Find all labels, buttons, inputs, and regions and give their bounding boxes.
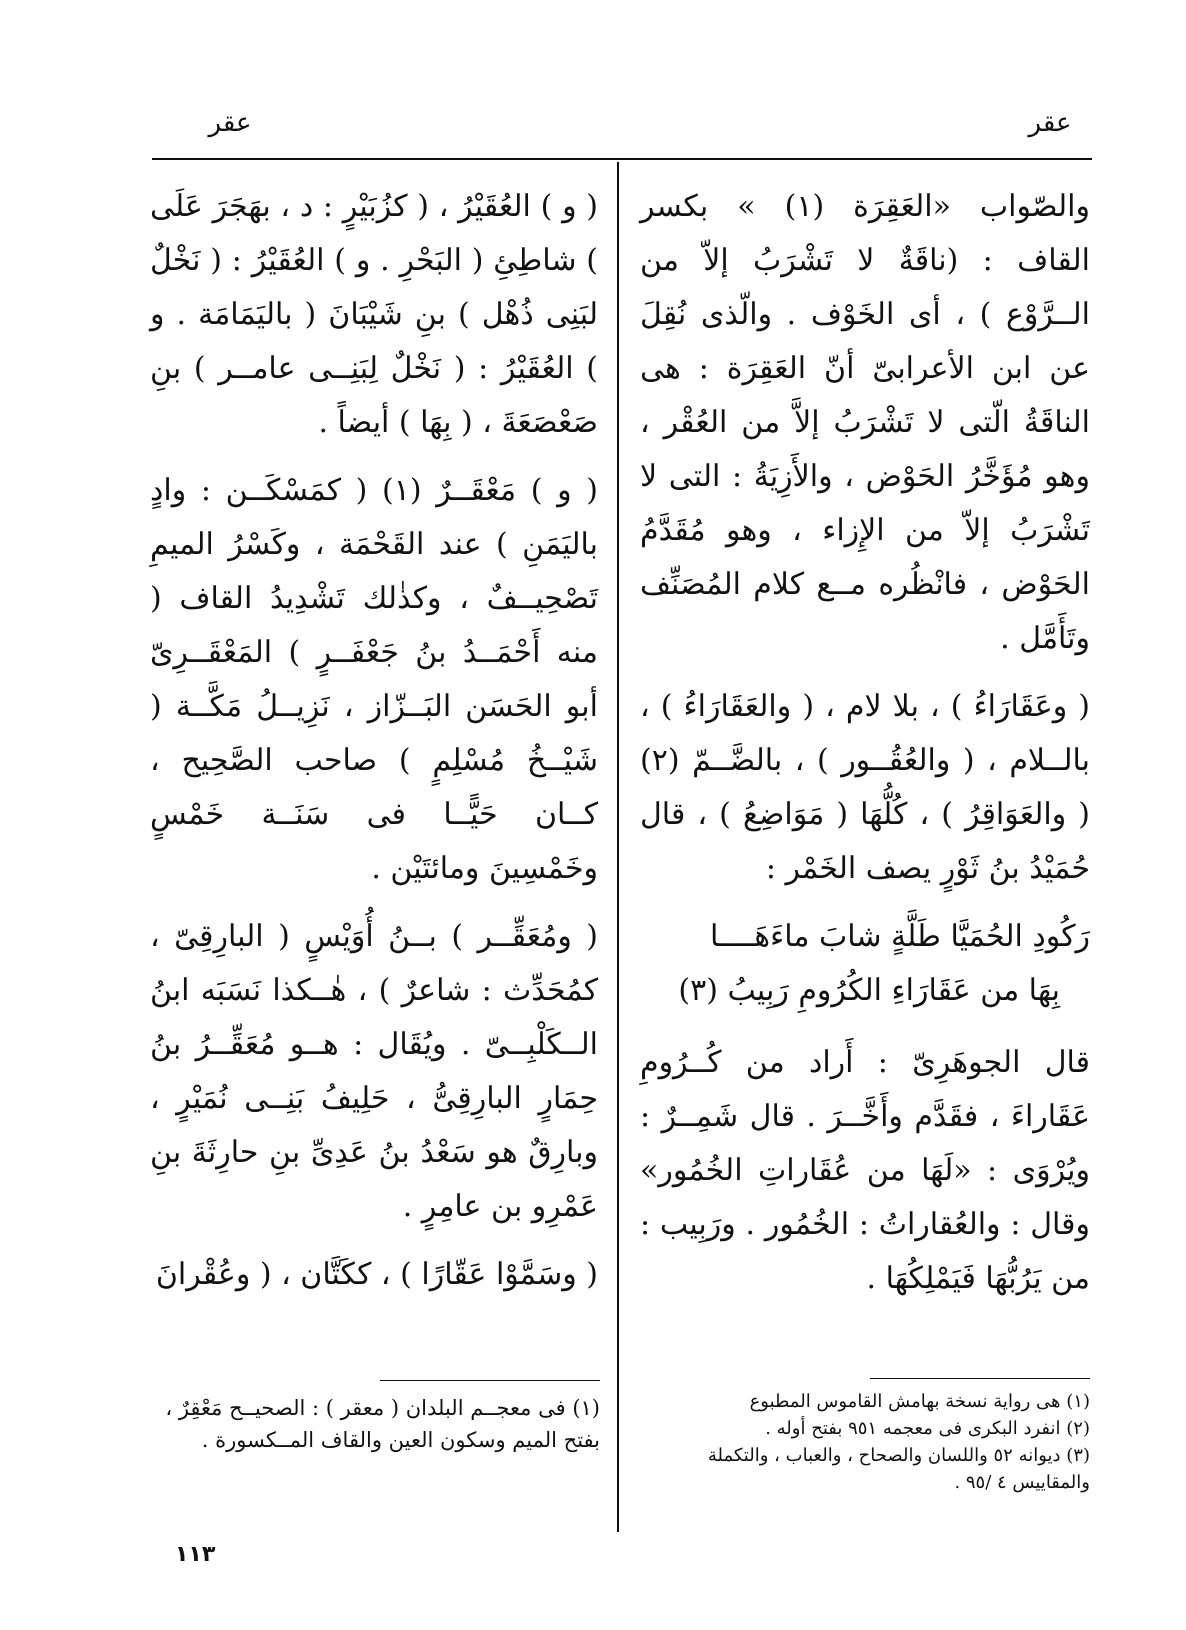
running-header-right: عقر bbox=[1028, 108, 1072, 138]
verse-hemistich-2: بِهَا من عَقَارَاءِ الكُرُومِ رَبِيبُ (٣) bbox=[678, 973, 1060, 1008]
footnote: (١) فى معجــم البلدان ( معقر ) : الصحيــح مَعْقِرٌ ، بفتح الميم وسكون العين والقاف المــكسورة . bbox=[165, 1396, 600, 1452]
right-column bbox=[640, 180, 1090, 1320]
paragraph: ( ومُعَقِّــر ) بــنُ أُوَيْسٍ ( البارِقِىّ ، كمُحَدِّث : شاعرٌ ) ، هٰــكذا نَسَبَه ابنُ الــكَلْبِــىّ . ويُقَال : هــو مُعَقِّــرُ بنُ حِمَارٍ البارِقِىُّ ، حَلِيفُ بَنِــى نُمَيْرٍ ، وبارِقٌ هو سَعْدُ بنُ عَدِىِّ بنِ حارِثَةَ بنِ عَمْرِو بن عامِرٍ . bbox=[150, 919, 598, 1224]
paragraph: قال الجوهَرِىّ : أَراد من كُــرُومِ عَقَاراءَ ، فقَدَّم وأَخَّــرَ . قال شَمِــرٌ : ويُرْوَى : «لَهَا من عُقَاراتِ الخُمُور» وقال : والعُقاراتُ : الخُمُور . ورَبِيب : من يَرُبُّهَا فَيَمْلِكُهَا . bbox=[640, 1045, 1090, 1296]
footnote: (٣) ديوانه ٥٢ واللسان والصحاح ، والعباب ، والتكملة والمقاييس ٤ /٩٥ . bbox=[707, 1445, 1090, 1493]
paragraph: ( وسَمَّوْا عَقّارًا ) ، ككَتَّان ، ( وعُقْرانَ bbox=[155, 1257, 598, 1292]
footnote-rule-right bbox=[870, 1378, 1090, 1379]
poetry-verse bbox=[640, 910, 1090, 1018]
running-header-left: عقر bbox=[208, 108, 252, 138]
paragraph: ( و ) مَعْقَــرٌ (١) ( كمَسْكَــن : وادٍ باليَمَنِ ) عند القَحْمَة ، وكَسْرُ الميمِ تَصْحِيــفٌ ، وكذٰلك تَشْدِيدُ القاف ( منه أَحْمَــدُ بنُ جَعْفَــرٍ ) المَعْقَــرِىّ أبو الحَسَن البَــزّاز ، نَزِيــلُ مَكَّــة ( شَيْــخُ مُسْلِمٍ ) صاحب الصَّحِيح ، كــان حَيًّــا فى سَنَــة خَمْسٍ وخَمْسِينَ ومائتَيْن . bbox=[150, 473, 598, 886]
verse-hemistich-1: رَكُودِ الحُمَيَّا طَلَّةٍ شابَ ماءَهَــــا bbox=[710, 919, 1090, 954]
column-divider bbox=[617, 162, 619, 1532]
left-column bbox=[150, 180, 598, 1316]
paragraph: والصّواب «العَقِرَة (١) » بكسر القاف : (ناقَةٌ لا تَشْرَبُ إلاّ من الــرَّوْع ) ، أى الخَوْف . والّذى نُقِلَ عن ابن الأعرابىّ أنّ العَقِرَة : هى الناقَةُ الّتى لا تَشْرَبُ إلاَّ من العُقْر ، وهو مُؤَخَّرُ الحَوْض ، والأَزِيَةُ : التى لا تَشْرَبُ إلاّ من الإِزاء ، وهو مُقَدَّمُ الحَوْض ، فانْظُره مــع كلام المُصَنِّف وتَأَمَّل . bbox=[640, 189, 1090, 656]
footnote: (٢) انفرد البكرى فى معجمه ٩٥١ بفتح أوله . bbox=[765, 1418, 1090, 1439]
page-number: ١١٣ bbox=[175, 1542, 216, 1567]
header-rule bbox=[152, 158, 1092, 160]
paragraph: ( و ) العُقَيْرُ ، ( كزُبَيْرٍ : د ، بهَجَرَ عَلَى ) شاطِئِ ( البَحْرِ . و ) العُقَيْرُ : ( نَخْلٌ لبَنِى ذُهْل ) بنِ شَيْبَانَ ( باليَمَامَة . و ) العُقَيْرُ : ( نَخْلٌ لِبَنِــى عامــر ) بنِ صَعْصَعَةَ ، ( بِهَا ) أيضاً . bbox=[150, 189, 598, 440]
footnotes-right bbox=[650, 1388, 1090, 1496]
footnote: (١) هى رواية نسخة بهامش القاموس المطبوع bbox=[749, 1391, 1090, 1412]
footnote-rule-left bbox=[380, 1380, 600, 1381]
footnotes-left bbox=[160, 1392, 600, 1456]
paragraph: ( وعَقَارَاءُ ) ، بلا لام ، ( والعَقَارَاءُ ) ، بالــلام ، ( والعُقُــور ) ، بالضَّــمّ (٢) ( والعَوَاقِرُ ) ، كُلُّهَا ( مَوَاضِعُ ) ، قال حُمَيْدُ بنُ ثَوْرٍ يصف الخَمْر : bbox=[640, 689, 1090, 886]
